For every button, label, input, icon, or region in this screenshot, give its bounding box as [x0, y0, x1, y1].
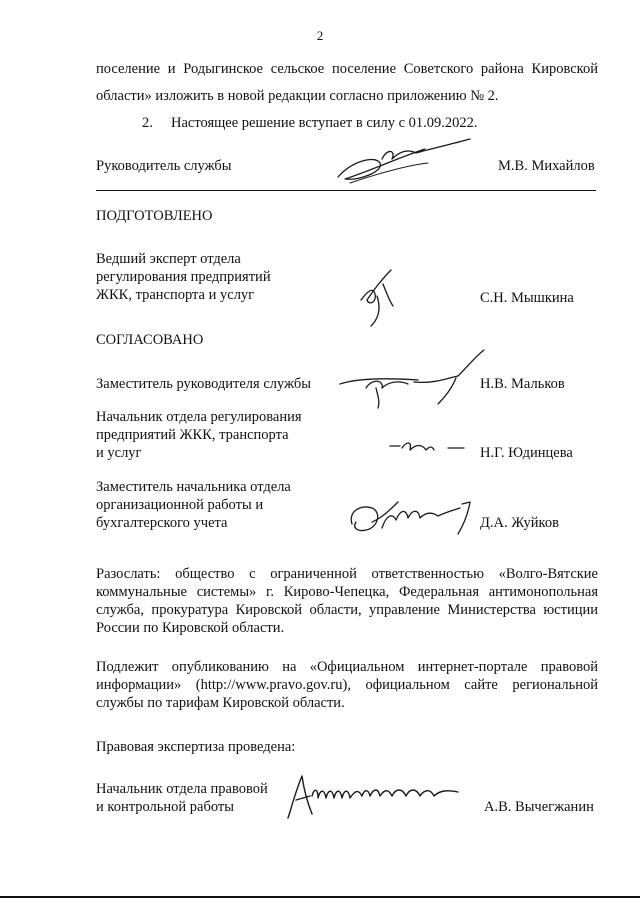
- prepared-position: [96, 250, 271, 304]
- agreed-position: [96, 375, 311, 393]
- position-line: Заместитель начальника отдела: [96, 479, 291, 495]
- item-text: Настоящее решение вступает в силу с 01.09.2022.: [171, 115, 478, 131]
- page-edge-line: [0, 896, 640, 898]
- legal-review-position: [96, 780, 268, 816]
- legal-review-statement: Правовая экспертиза проведена:: [96, 739, 296, 755]
- agreed-name: Н.В. Мальков: [480, 376, 565, 392]
- position-line: Заместитель руководителя службы: [96, 376, 312, 392]
- agreed-signature: [386, 436, 468, 462]
- item-number: 2.: [142, 115, 153, 131]
- position-line: Начальник отдела регулирования: [96, 409, 302, 425]
- agreed-heading: СОГЛАСОВАНО: [96, 332, 204, 348]
- agreed-position: [96, 408, 302, 462]
- page-number: 2: [316, 28, 324, 43]
- publication-line: Подлежит опубликованию на «Официальном интернет-портале правовой: [96, 659, 598, 675]
- legal-review-signature: [282, 766, 472, 826]
- publication-line: информации» (http://www.pravo.gov.ru), официальном сайте региональной: [96, 677, 598, 693]
- body-line: поселение и Родыгинское сельское поселение Советского района Кировской: [96, 61, 598, 77]
- distribution-line: России по Кировской области.: [96, 620, 285, 636]
- position-line: бухгалтерского учета: [96, 515, 228, 531]
- position-line: ЖКК, транспорта и услуг: [96, 287, 255, 303]
- head-signature: [330, 133, 480, 188]
- signature-divider: [96, 190, 596, 191]
- distribution-line: Разослать: общество с ограниченной ответственностью «Волго-Вятские: [96, 566, 598, 582]
- publication-line: службы по тарифам Кировской области.: [96, 695, 345, 711]
- position-line: и контрольной работы: [96, 799, 234, 815]
- agreed-position: [96, 478, 291, 532]
- position-line: Начальник отдела правовой: [96, 781, 268, 797]
- distribution-line: коммунальные системы» г. Кирово-Чепецка, Федеральная антимонопольная: [96, 584, 598, 600]
- prepared-name: С.Н. Мышкина: [480, 290, 574, 306]
- legal-review-name: А.В. Вычегжанин: [484, 799, 594, 815]
- position-line: Ведший эксперт отдела: [96, 251, 241, 267]
- distribution-list: [96, 565, 598, 637]
- agreed-signature: [342, 494, 482, 544]
- agreed-name: Н.Г. Юдинцева: [480, 445, 573, 461]
- head-title: Руководитель службы: [96, 158, 232, 174]
- body-line: области» изложить в новой редакции согласно приложению № 2.: [96, 88, 499, 104]
- prepared-heading: ПОДГОТОВЛЕНО: [96, 208, 213, 224]
- position-line: организационной работы и: [96, 497, 264, 513]
- agreed-signature: [338, 348, 488, 412]
- prepared-signature: [355, 266, 405, 330]
- agreed-name: Д.А. Жуйков: [480, 515, 559, 531]
- head-name: М.В. Михайлов: [498, 158, 595, 174]
- position-line: регулирования предприятий: [96, 269, 271, 285]
- position-line: и услуг: [96, 445, 142, 461]
- publication-notice: [96, 658, 598, 712]
- position-line: предприятий ЖКК, транспорта: [96, 427, 289, 443]
- distribution-line: служба, прокуратура Кировской области, управление Министерства юстиции: [96, 602, 598, 618]
- body-paragraph: [96, 60, 598, 78]
